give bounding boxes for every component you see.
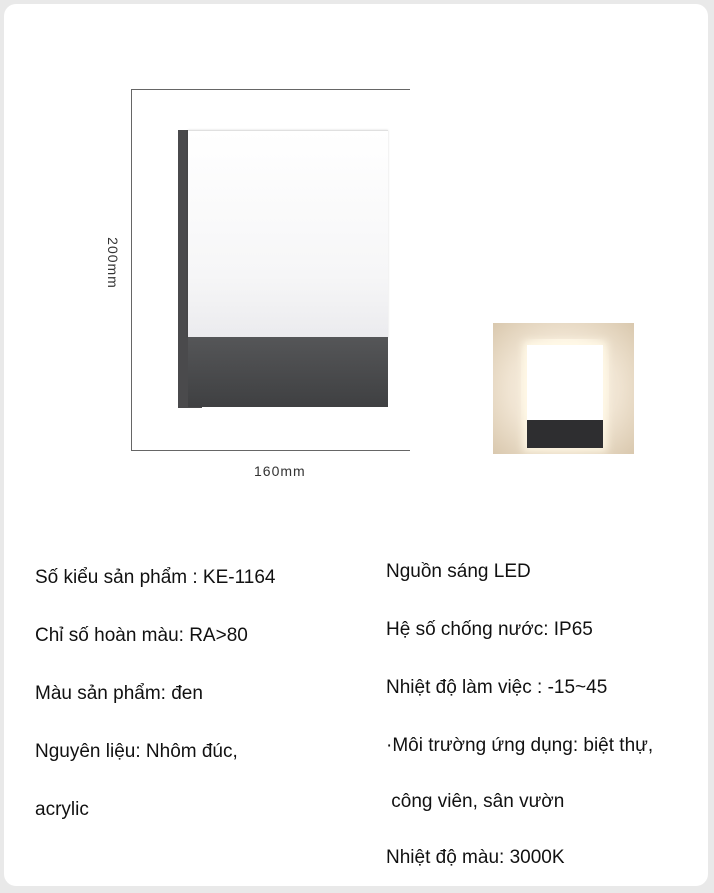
photo-lamp-base — [527, 420, 603, 448]
lamp-base — [188, 337, 388, 407]
spec-application-continued: công viên, sân vườn — [386, 791, 565, 812]
spec-material: Nguyên liệu: Nhôm đúc, — [35, 741, 238, 762]
width-dimension-label: 160mm — [254, 463, 306, 479]
spec-model-number: Số kiểu sản phẩm : KE-1164 — [35, 567, 276, 588]
spec-waterproof-rating: Hệ số chống nước: IP65 — [386, 619, 593, 640]
spec-color-rendering-index: Chỉ số hoàn màu: RA>80 — [35, 625, 248, 646]
spec-application: ·Môi trường ứng dụng: biệt thự, — [386, 735, 654, 756]
spec-color-temperature: Nhiệt độ màu: 3000K — [386, 847, 565, 868]
spec-material-continued: acrylic — [35, 799, 89, 820]
spec-operating-temperature: Nhiệt độ làm việc : -15~45 — [386, 677, 608, 698]
lamp-diffuser — [188, 130, 388, 338]
product-photo — [493, 323, 634, 454]
height-dimension-label: 200mm — [105, 237, 121, 289]
spec-product-color: Màu sản phẩm: đen — [35, 683, 203, 704]
spec-light-source: Nguồn sáng LED — [386, 561, 531, 582]
